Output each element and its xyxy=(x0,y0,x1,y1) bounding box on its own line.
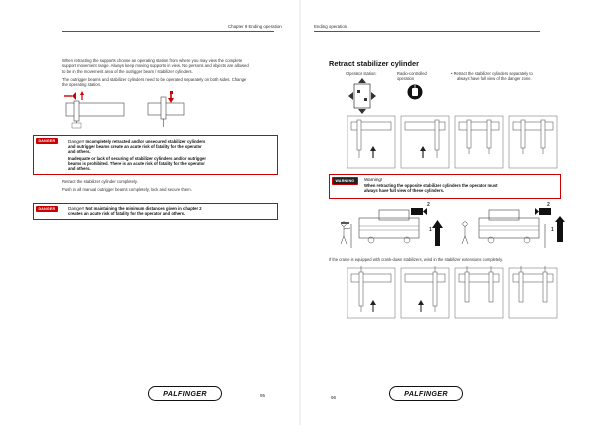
crank-panel-2 xyxy=(401,266,449,318)
danger-text-2: Inadequate or lack of securing of stabilizer cylinders and/or outrigger beams is prohibited. There is an acute risk of fatality for the operator and others. xyxy=(68,156,206,172)
stabilizer-panel-2 xyxy=(401,116,449,168)
fig-label-1a: 1 xyxy=(429,227,432,233)
crank-down-figures xyxy=(347,266,559,320)
fig-label-1b: 1 xyxy=(551,227,554,233)
danger-badge: DANGER xyxy=(36,206,58,212)
page-header: Ending operation xyxy=(314,24,348,29)
danger-notice-2: DANGER Danger! Not maintaining the minimum distances given in chapter 2 creates an acute risk of fatality for the operator and others. xyxy=(33,203,278,220)
danger-badge: DANGER xyxy=(36,138,58,144)
intro-paragraph: When retracting the supports choose an operating station from where you may view the complete support movement range. Always keep moving supports in view. No persons and objects are allowed to be in the movement area of the outrigger beam / stabilizer cylinders. xyxy=(62,58,249,74)
radio-remote-icon xyxy=(407,84,423,100)
outrigger-retract-figure-right xyxy=(144,89,190,131)
page-number: 96 xyxy=(331,395,337,400)
warning-notice: WARNING Warning! When retracting the opposite stabilizer cylinders the operator must always have full view of these cylinders. xyxy=(329,174,561,199)
crank-panel-4 xyxy=(509,266,557,318)
stabilizer-panel-3 xyxy=(455,116,503,168)
right-page xyxy=(301,0,600,425)
stabilizer-panel-1 xyxy=(347,116,395,168)
warning-badge: WARNING xyxy=(332,177,358,185)
fig-label-2a: 2 xyxy=(427,202,430,208)
truck-right xyxy=(462,208,565,248)
fig-label-2b: 2 xyxy=(547,202,550,208)
crank-panel-3 xyxy=(455,266,503,318)
down-arrow-icon xyxy=(168,98,174,103)
operator-station-figure xyxy=(348,78,378,114)
page-number: 95 xyxy=(260,393,266,398)
crank-panel-1 xyxy=(347,266,395,318)
header-rule xyxy=(314,31,540,32)
stabilizer-panel-4 xyxy=(509,116,557,168)
stabilizer-retract-figures xyxy=(347,114,559,170)
step-push-outrigger: Push in all manual outrigger beams completely, lock and secure them. xyxy=(62,187,192,192)
page-header: Chapter 9 Ending operation xyxy=(228,24,282,29)
step-retract-cylinder: Retract the stabilizer cylinder completely. xyxy=(62,179,138,184)
crane-truck-figure xyxy=(339,200,569,256)
header-rule xyxy=(62,31,274,32)
truck-left xyxy=(341,208,427,248)
up-arrow-left xyxy=(432,220,443,246)
section-title: Retract stabilizer cylinder xyxy=(329,59,419,68)
arrow-icon xyxy=(72,92,76,100)
bullet-instruction: • Retract the stabilizer cylinders separately to always have full view of the danger zone. xyxy=(451,71,533,81)
outrigger-retract-figure-left xyxy=(62,91,132,131)
palfinger-logo: PALFINGER xyxy=(148,386,222,401)
palfinger-logo: PALFINGER xyxy=(389,386,463,401)
danger-notice-1: DANGER Danger! Incompletely retracted and/or unsecured stabilizer cylinders and outrigger beams create an acute risk of fatality for the operator and others. Inadequate or lack of securing of stabilizer cylinders and/or outrigger beams is prohibited. There is an acute risk of fatality for the operator and others. xyxy=(33,135,278,175)
operator-station-label: Operator station: xyxy=(346,71,377,76)
side-operation-paragraph: The outrigger beams and stabilizer cylinders need to be operated separately on both sides. Change the operating station. xyxy=(62,77,247,88)
radio-operation-label: Radio-controlled operation xyxy=(397,71,427,81)
crank-down-note: If the crane is equipped with crank-down stabilizers, wind in the stabilizer extensions completely. xyxy=(329,257,503,262)
left-page xyxy=(0,0,299,425)
